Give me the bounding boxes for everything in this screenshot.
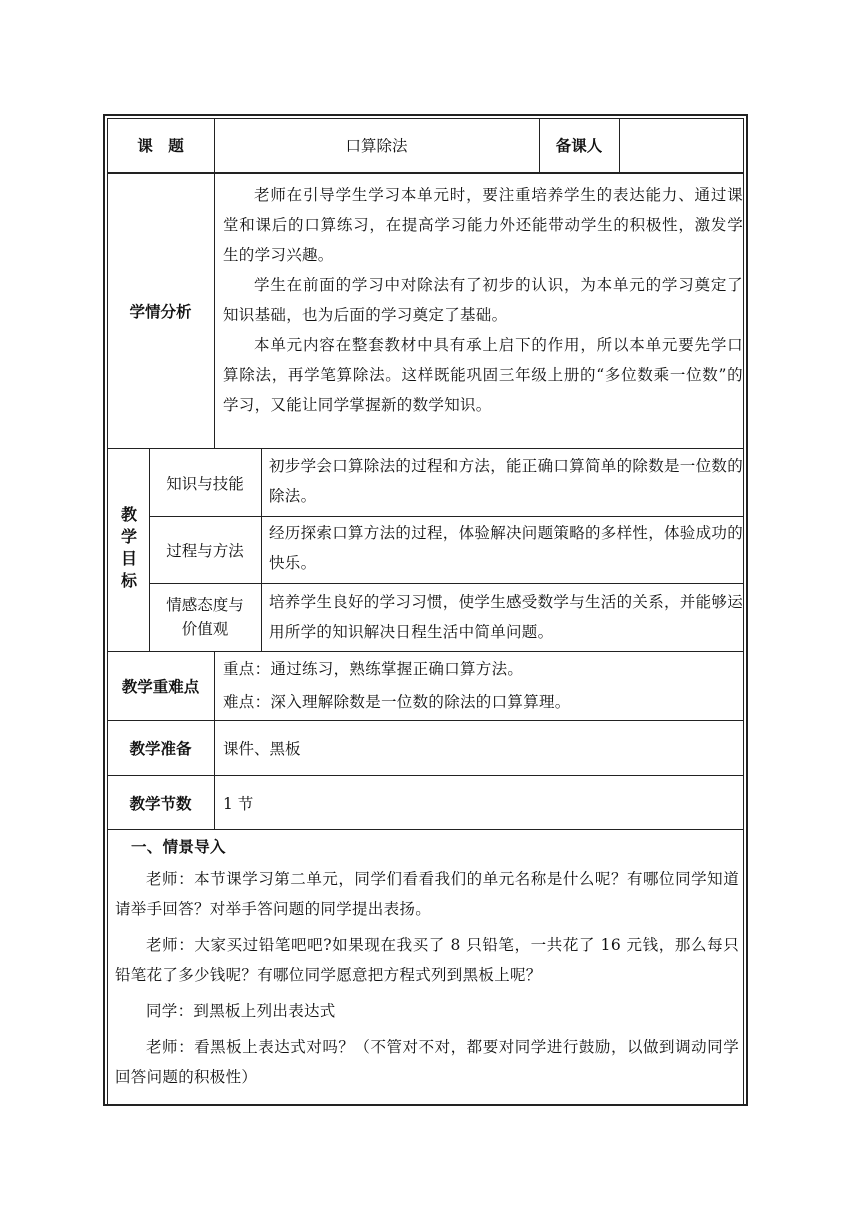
analysis-label: 学情分析 [129,302,192,321]
lesson-plan-table [103,114,748,1106]
process-paragraph: 同学：到黑板上列出表达式 [146,1002,336,1020]
process-content [115,864,739,1092]
analysis-paragraph: 学生在前面的学习中对除法有了初步的认识，为本单元的学习奠定了知识基础，也为后面的学习奠定了基础。 [223,276,743,324]
section-title: 一、情景导入 [131,837,226,856]
lessons-label: 教学节数 [129,793,192,813]
goal-text: 经历探索口算方法的过程，体验解决问题策略的多样性，体验成功的快乐。 [269,524,744,572]
goal-category-label: 过程与方法 [166,541,244,560]
divider [107,829,744,830]
process-paragraph: 老师：本节课学习第二单元，同学们看看我们的单元名称是什么呢？有哪位同学知道请举手回答？对举手答问题的同学提出表扬。 [115,870,739,918]
lessons-value: 1 节 [223,794,254,813]
key-points-label: 教学重难点 [121,677,200,696]
key-difficulty: 难点：深入理解除数是一位数的除法的口算算理。 [223,693,571,711]
goal-text: 初步学会口算除法的过程和方法，能正确口算简单的除数是一位数的除法。 [269,457,744,505]
topic-value: 口算除法 [345,137,408,155]
goal-category-label: 知识与技能 [166,474,244,493]
divider [214,652,215,829]
preparer-label: 备课人 [555,136,603,155]
process-paragraph: 老师：大家买过铅笔吧吧?如果现在我买了 8 只铅笔，一共花了 16 元钱，那么每只铅笔花了多少钱呢？有哪位同学愿意把方程式列到黑板上呢？ [115,936,739,984]
analysis-paragraph: 本单元内容在整套教材中具有承上启下的作用，所以本单元要先学口算除法，再学笔算除法。这样既能巩固三年级上册的“多位数乘一位数”的学习，又能让同学掌握新的数学知识。 [223,336,743,414]
goal-text: 培养学生良好的学习习惯，使学生感受数学与生活的关系，并能够运用所学的知识解决日程生活中简单问题。 [269,593,744,641]
preparer-value [619,118,744,172]
topic-label: 课 题 [137,136,184,155]
analysis-content [223,180,743,420]
preparation-label: 教学准备 [129,739,192,758]
divider [214,174,215,448]
divider [261,449,262,651]
preparation-value: 课件、黑板 [223,740,301,758]
key-focus: 重点：通过练习，熟练掌握正确口算方法。 [223,660,524,678]
analysis-paragraph: 老师在引导学生学习本单元时，要注重培养学生的表达能力、通过课堂和课后的口算练习，在提高学习能力外还能带动学生的积极性，激发学生的学习兴趣。 [223,186,743,264]
goal-category-label: 情感态度与价值观 [166,596,244,638]
goals-label: 教学目标 [118,506,138,594]
process-paragraph: 老师：看黑板上表达式对吗？（不管对不对，都要对同学进行鼓励，以做到调动同学回答问题的积极性） [115,1038,739,1086]
